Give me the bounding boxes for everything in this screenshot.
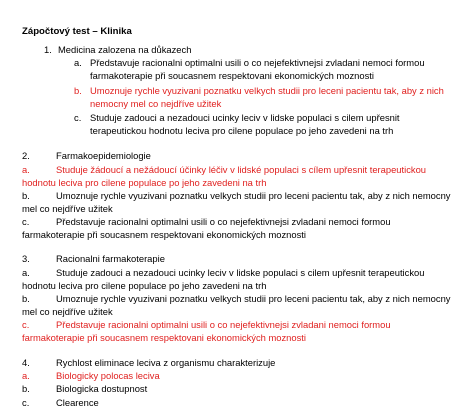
option-text: Představuje racionalni optimalni usili o co nejefektivnejsi zvladani nemoci formou farmakoterapie při soucasnem respektovani ekonomických moznosti [90,57,425,81]
option-text: Umoznuje rychle vyuzivani poznatku velkych studii pro leceni pacientu tak, aby z nich nemocny mel co nejdříve užitek [90,85,444,109]
option-label: c. [22,397,30,408]
question-1-option-a [74,56,454,82]
question-1-text: Medicina zalozena na důkazech [58,44,192,55]
question-2-option-b [22,189,452,215]
question-4-option-a [22,369,452,382]
question-2-number: 2. [22,150,30,161]
option-label: a. [22,164,30,175]
question-4-option-b [22,382,452,395]
option-text: Představuje racionalni optimalni usili o co nejefektivnejsi zvladani nemoci formou farmakoterapie při soucasnem respektovani ekonomických moznosti [22,319,391,343]
question-2-text: Farmakoepidemiologie [56,150,151,161]
question-3-heading [22,252,165,265]
question-3-option-a [22,266,452,292]
option-label: b. [22,383,30,394]
option-text: Umoznuje rychle vyuzivani poznatku velkych studii pro leceni pacientu tak, aby z nich nemocny mel co nejdříve užitek [22,293,451,317]
question-2-option-a [22,163,452,189]
option-text: Představuje racionalni optimalni usili o co nejefektivnejsi zvladani nemoci formou farmakoterapie při soucasnem respektovani ekonomických moznosti [22,216,391,240]
question-1-heading [44,43,191,56]
question-3-option-b [22,292,452,318]
option-label: b. [22,190,30,201]
question-2-heading [22,149,151,162]
question-4-heading [22,356,275,369]
question-4-text: Rychlost eliminace leciva z organismu charakterizuje [56,357,276,368]
question-3-number: 3. [22,253,30,264]
option-label: c. [22,319,30,330]
option-label: c. [22,216,30,227]
question-4-number: 4. [22,357,30,368]
option-text: Studuje žádoucí a nežádoucí účinky léčiv v lidské populaci s cílem upřesnit terapeutickou hodnotu leciva pro cilene populace po jeho zavedeni na trh [22,164,426,188]
option-label: a. [22,370,30,381]
option-text: Biologicky polocas leciva [56,370,160,381]
option-text: Biologicka dostupnost [56,383,148,394]
option-text: Studuje zadouci a nezadouci ucinky leciv v lidske populaci s cilem upřesnit terapeutickou hodnotu leciva pro cilene populace po jeho zavedeni na trh [22,267,425,291]
question-1-option-b [74,84,454,110]
option-label: a. [74,57,82,68]
option-text: Clearence [56,397,99,408]
document-title: Zápočtový test – Klinika [22,26,132,37]
option-text: Studuje zadouci a nezadouci ucinky leciv v lidske populaci s cilem upřesnit terapeutickou hodnotu leciva pro cilene populace po jeho zavedeni na trh [90,112,400,136]
question-1-option-c [74,111,454,137]
option-text: Umoznuje rychle vyuzivani poznatku velkych studii pro leceni pacientu tak, aby z nich nemocny mel co nejdříve užitek [22,190,451,214]
option-label: b. [74,85,82,96]
question-2-option-c [22,215,452,241]
option-label: c. [74,112,82,123]
question-3-option-c [22,318,452,344]
option-label: b. [22,293,30,304]
option-label: a. [22,267,30,278]
question-1-number: 1. [44,44,52,55]
question-4-option-c [22,396,452,409]
question-3-text: Racionalni farmakoterapie [56,253,165,264]
